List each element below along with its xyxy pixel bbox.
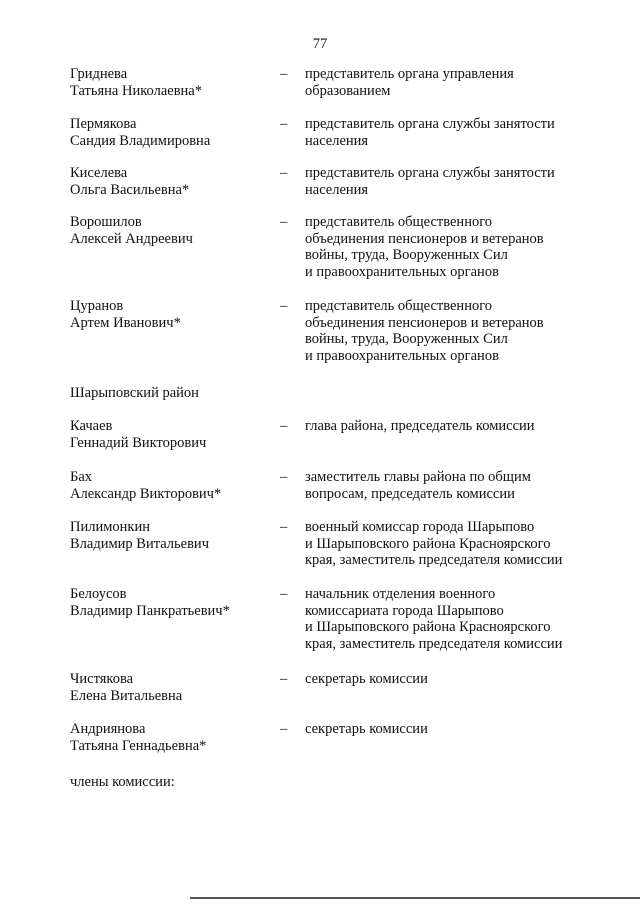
member-role: [305, 418, 605, 435]
member-role: [305, 66, 605, 99]
dash: –: [280, 165, 288, 181]
members-label: члены комиссии:: [70, 774, 175, 790]
role-line: секретарь комиссии: [305, 671, 428, 687]
role-line: заместитель главы района по общим: [305, 469, 531, 485]
surname: Пилимонкин: [70, 519, 150, 535]
surname: Белоусов: [70, 586, 127, 602]
role-line: края, заместитель председателя комиссии: [305, 635, 563, 652]
role-line: объединения пенсионеров и ветеранов: [305, 230, 544, 247]
given-names: Татьяна Геннадьевна*: [70, 737, 207, 754]
footer-rule: [190, 897, 640, 899]
role-line: объединения пенсионеров и ветеранов: [305, 314, 544, 331]
surname: Киселева: [70, 165, 128, 181]
district-heading: Шарыповский район: [70, 385, 199, 401]
role-line: начальник отделения военного: [305, 586, 496, 602]
surname: Бах: [70, 469, 93, 485]
member-role: [305, 214, 605, 280]
dash: –: [280, 519, 288, 535]
member-name: [70, 418, 275, 451]
member-role: [305, 116, 605, 149]
dash: –: [280, 586, 288, 602]
given-names: Сандия Владимировна: [70, 132, 211, 149]
dash: –: [280, 66, 288, 82]
role-line: представитель общественного: [305, 214, 493, 230]
surname: Пермякова: [70, 116, 137, 132]
member-name: [70, 671, 275, 704]
role-line: и Шарыповского района Красноярского: [305, 535, 551, 552]
member-role: [305, 586, 605, 652]
role-line: войны, труда, Вооруженных Сил: [305, 331, 508, 347]
surname: Цуранов: [70, 298, 124, 314]
dash: –: [280, 721, 288, 737]
member-name: [70, 214, 275, 247]
member-role: [305, 671, 605, 688]
role-line: представитель органа службы занятости: [305, 116, 555, 132]
role-line: населения: [305, 181, 369, 198]
given-names: Владимир Панкратьевич*: [70, 602, 230, 619]
member-name: [70, 298, 275, 331]
surname: Качаев: [70, 418, 113, 434]
role-line: края, заместитель председателя комиссии: [305, 552, 563, 568]
dash: –: [280, 116, 288, 132]
role-line: военный комиссар города Шарыпово: [305, 519, 535, 535]
role-line: войны, труда, Вооруженных Сил: [305, 247, 508, 263]
member-name: [70, 165, 275, 198]
surname: Андриянова: [70, 721, 146, 737]
role-line: глава района, председатель комиссии: [305, 418, 535, 434]
given-names: Артем Иванович*: [70, 314, 181, 331]
dash: –: [280, 214, 288, 230]
member-role: [305, 519, 605, 569]
role-line: представитель органа службы занятости: [305, 165, 555, 181]
member-role: [305, 298, 605, 364]
dash: –: [280, 298, 288, 314]
role-line: и правоохранительных органов: [305, 263, 499, 280]
role-line: представитель органа управления: [305, 66, 514, 82]
page-number: 77: [312, 36, 328, 52]
role-line: представитель общественного: [305, 298, 493, 314]
dash: –: [280, 671, 288, 687]
role-line: и правоохранительных органов: [305, 347, 499, 364]
given-names: Геннадий Викторович: [70, 434, 207, 451]
role-line: населения: [305, 132, 369, 149]
member-name: [70, 116, 275, 149]
role-line: секретарь комиссии: [305, 721, 428, 737]
role-line: комиссариата города Шарыпово: [305, 602, 504, 619]
surname: Чистякова: [70, 671, 134, 687]
member-role: [305, 165, 605, 198]
member-role: [305, 721, 605, 738]
member-name: [70, 469, 275, 502]
surname: Ворошилов: [70, 214, 142, 230]
member-name: [70, 66, 275, 99]
surname: Гриднева: [70, 66, 128, 82]
role-line: образованием: [305, 82, 391, 99]
role-line: вопросам, председатель комиссии: [305, 485, 515, 502]
member-name: [70, 586, 275, 619]
member-role: [305, 469, 605, 502]
role-line: и Шарыповского района Красноярского: [305, 619, 551, 635]
given-names: Татьяна Николаевна*: [70, 82, 202, 99]
dash: –: [280, 469, 288, 485]
given-names: Ольга Васильевна*: [70, 181, 190, 198]
dash: –: [280, 418, 288, 434]
given-names: Александр Викторович*: [70, 485, 222, 502]
member-name: [70, 721, 275, 754]
given-names: Елена Витальевна: [70, 687, 183, 704]
given-names: Алексей Андреевич: [70, 230, 193, 247]
member-name: [70, 519, 275, 552]
given-names: Владимир Витальевич: [70, 535, 209, 552]
